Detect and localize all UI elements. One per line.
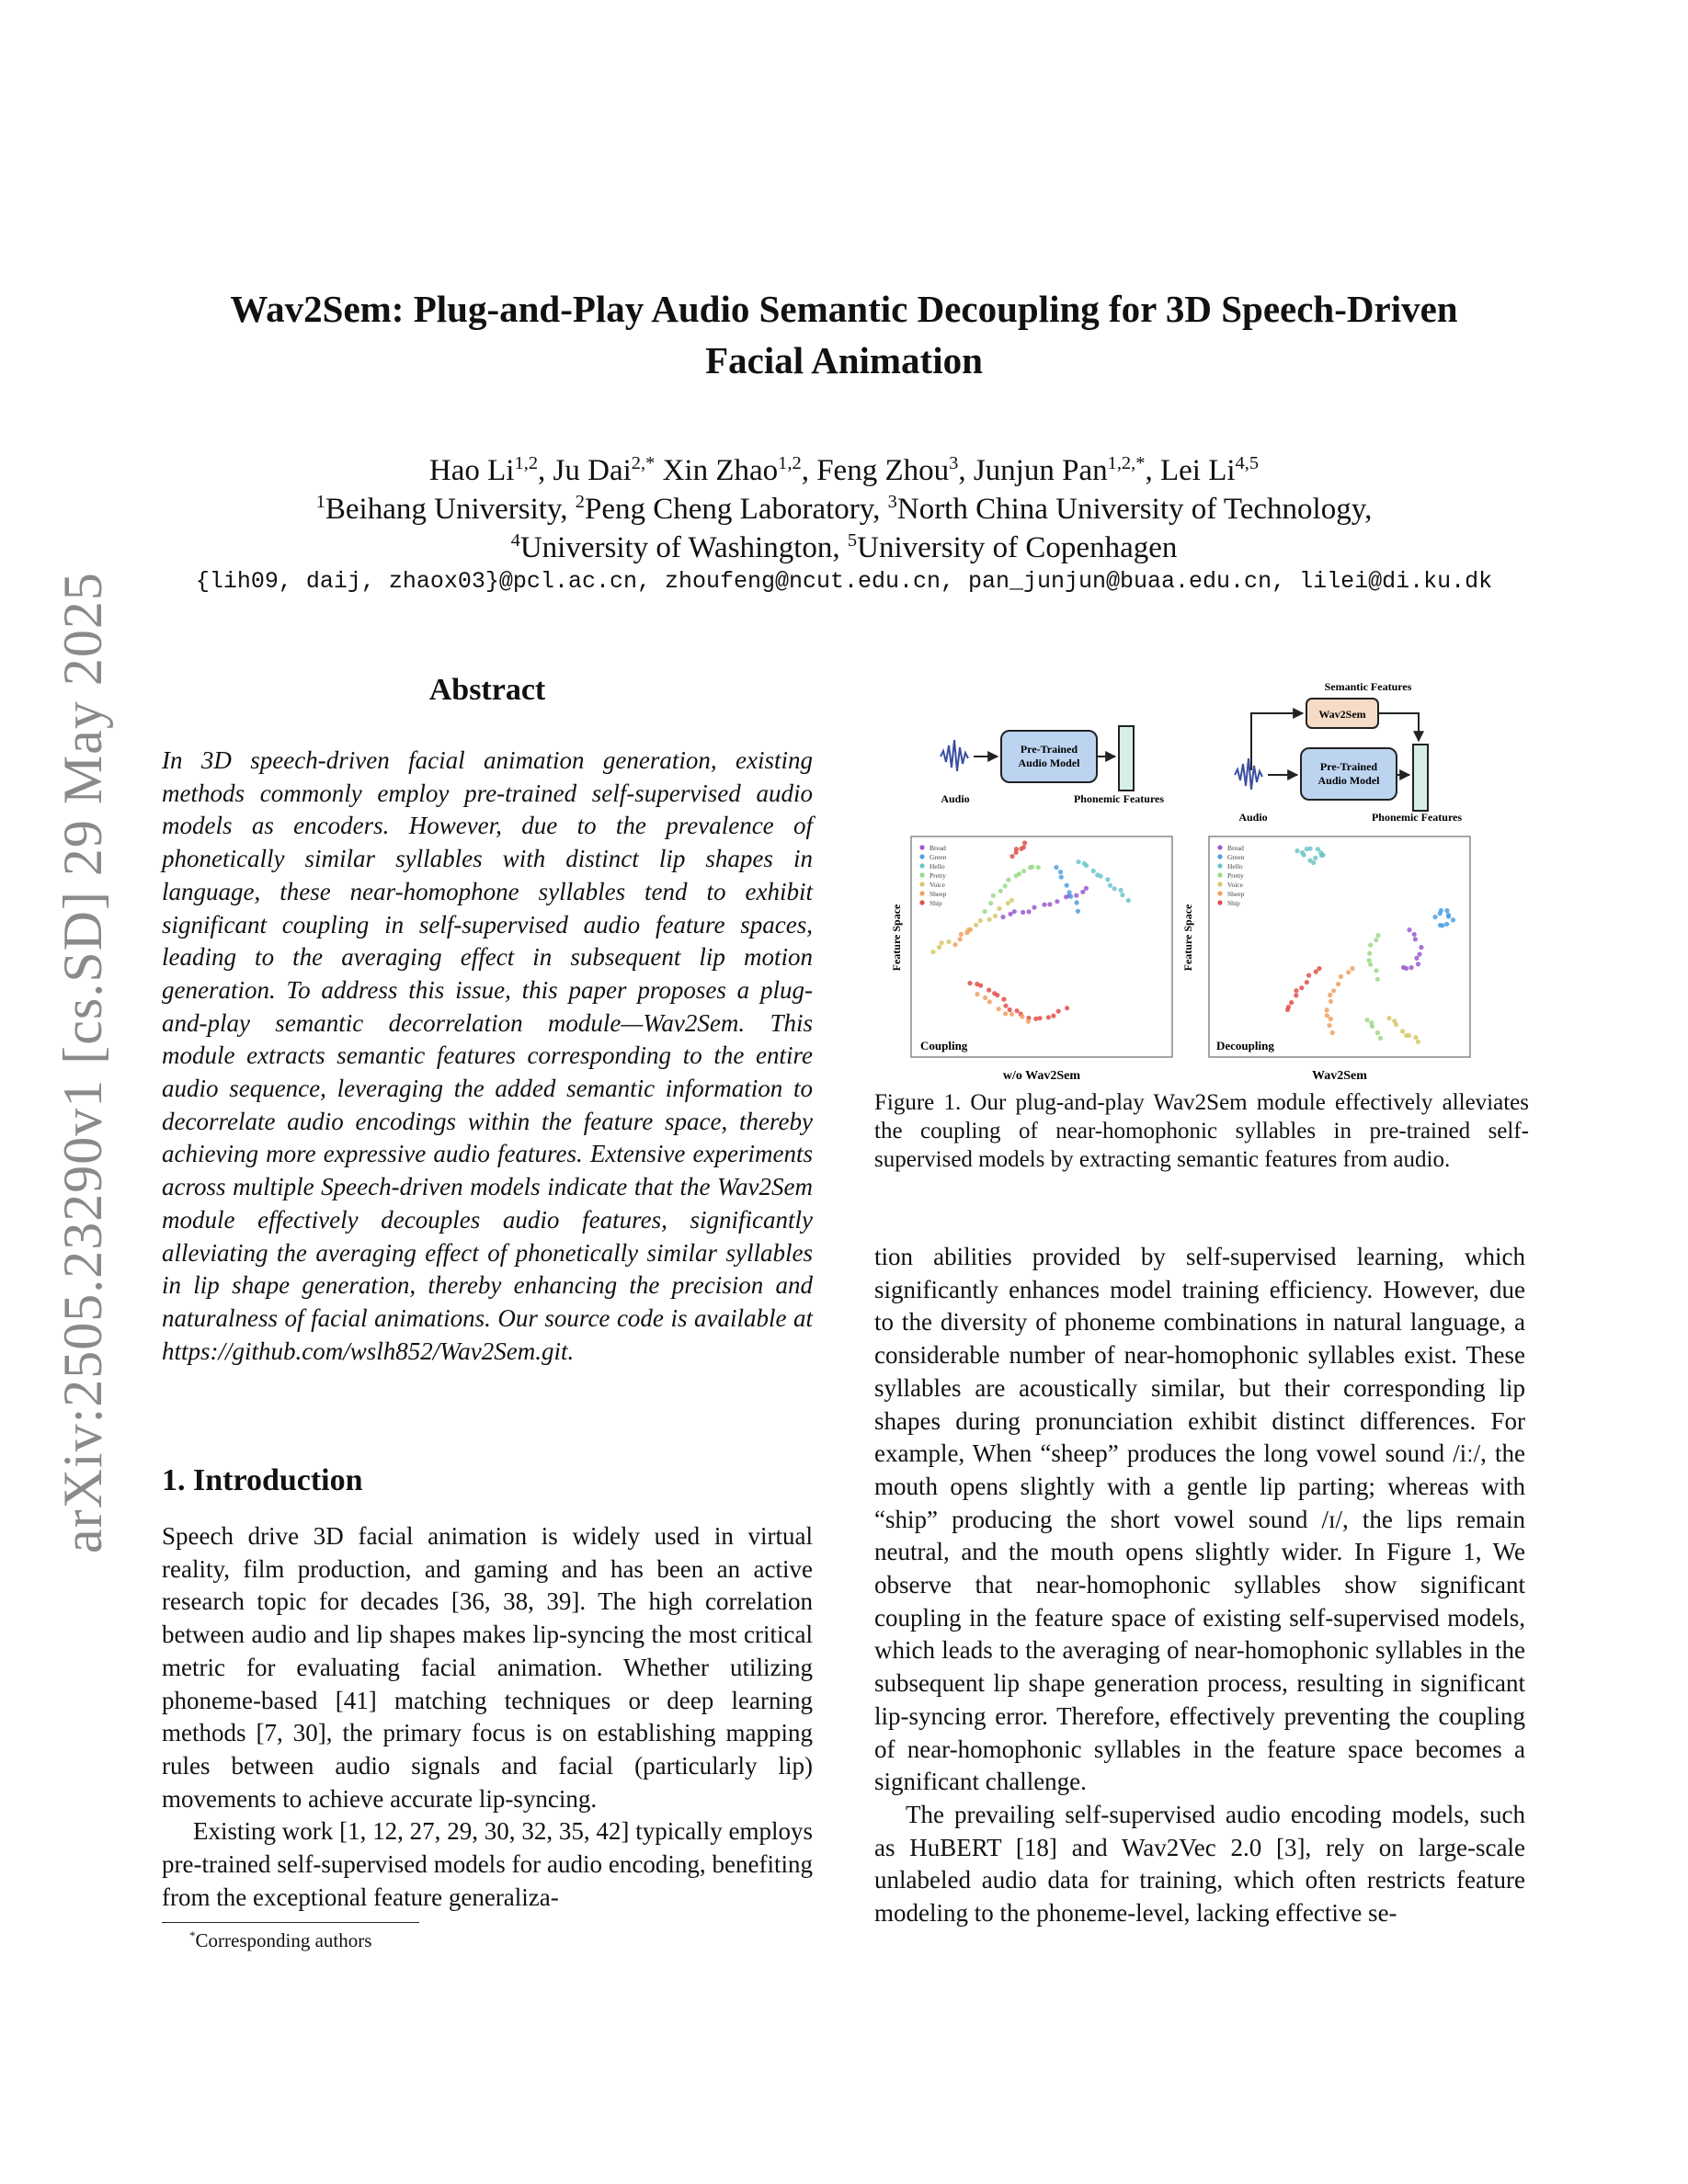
scatter-point [1126,898,1131,903]
scatter-point [1003,1011,1008,1016]
scatter-point [1058,870,1063,874]
scatter-point [1022,840,1027,845]
scatter-point [959,932,964,937]
wav2sem-label: Wav2Sem [1318,708,1366,721]
legend-label: Ship [1227,899,1240,907]
legend-marker [919,882,924,886]
legend-label: Voice [1227,881,1243,889]
scatter-point [1299,985,1304,990]
scatter-point [1444,922,1449,927]
scatter-point [1329,1017,1333,1021]
scatter-point [987,999,992,1004]
scatter-point [1375,1030,1380,1035]
scatter-point [1367,951,1372,956]
scatter-point [1302,853,1306,858]
scatter-point [1313,856,1317,860]
legend-marker [1217,845,1222,849]
scatter-point [987,917,992,922]
scatter-point [988,901,993,905]
panel-caption-right: Wav2Sem [1312,1069,1367,1083]
scatter-point [991,893,996,898]
scatter-point [1368,943,1373,948]
scatter-point [1375,933,1380,938]
abstract-text: In 3D speech-driven facial animation generation, existing methods commonly employ pre-trained self-supervised audio models as encoders. However, due to the prevalence of phonetically similar syllables with distinct lip shapes in language, these near-homophone syllables tend to exhibit significant coupling in self-supervised audio feature spaces, leading to the averaging effect in subsequent lip motion generation. To address this issue, this paper proposes a plug-and-play semantic decorrelation module—Wav2Sem. This module extracts semantic features corresponding to the entire audio sequence, leveraging the added semantic information to decorrelate audio encodings within the feature space, thereby achieving more expressive audio features. Extensive experiments across multiple Speech-driven models indicate that the Wav2Sem module effectively decouples audio features, significantly alleviating the averaging effect of phonetically similar syllables in lip shape generation, thereby enhancing the precision and naturalness of facial animations. Our source code is available at https://github.com/wslh852/Wav2Sem.git. [162,746,813,1365]
legend-label: Hello [930,862,945,870]
audio-label: Audio [941,792,970,805]
scatter-point [1330,1030,1335,1035]
scatter-point [1006,901,1010,905]
scatter-point [1386,1016,1391,1020]
phonemic-features-label: Phonemic Features [1371,811,1463,824]
scatter-point [1336,982,1340,986]
scatter-point [998,889,1003,893]
scatter-point [1294,988,1298,993]
author: Lei Li$^{4,5}$ [1159,453,1260,487]
scatter-point [1075,900,1079,904]
scatter-point [1413,937,1418,941]
scatter-point [1119,888,1123,893]
legend-marker [919,872,924,877]
legend-label: Green [930,853,947,861]
affiliations-line-2: $^4$University of Washington, $^5$University of Copenhagen [510,530,1178,564]
scatter-point [975,992,979,996]
scatter-point [1009,1012,1014,1017]
phonemic-feature-bar [1119,726,1134,791]
scatter-point [952,942,957,947]
scatter-point [1021,869,1026,873]
scatter-point [1446,914,1451,918]
author: Hao Li$^{1,2}$ [428,453,539,487]
scatter-point [1346,970,1351,974]
scatter-point [1339,974,1343,979]
scatter-point [1059,875,1064,880]
audio-label: Audio [1238,811,1268,824]
scatter-point [1285,1007,1290,1012]
scatter-point [1451,917,1455,922]
panel-label-decoupling: Decoupling [1216,1039,1274,1052]
scatter-point [1295,848,1299,853]
scatter-point [1000,915,1005,919]
scatter-point [974,923,978,927]
author: Xin Zhao$^{1,2}$ [662,453,802,487]
scatter-point [968,927,973,932]
scatter-point [1076,909,1080,914]
scatter-point [1368,962,1373,967]
scatter-point [1329,999,1333,1004]
author: Junjun Pan$^{1,2,*}$ [973,453,1146,487]
panel-caption-left: w/o Wav2Sem [1002,1069,1081,1083]
scatter-point [1003,883,1008,888]
scatter-point [1374,938,1378,942]
scatter-point [1105,877,1110,882]
legend-label: Bread [1227,844,1244,852]
legend-label: Green [1227,853,1245,861]
scatter-point [1080,890,1085,894]
scatter-point [982,909,987,914]
abstract-heading: Abstract [428,673,546,707]
scatter-point [1417,952,1421,957]
legend-label: Bread [930,844,946,852]
legend-marker [1217,854,1222,859]
legend-label: Hello [1227,862,1243,870]
scatter-point [1444,908,1449,913]
scatter-point [995,993,999,997]
author-emails: {lih09, daij, zhaox03}@pcl.ac.cn, zhoufeng@ncut.edu.cn, pan_junjun@buaa.edu.cn, lilei@di.ku.dk [195,568,1493,595]
scatter-point [1325,1013,1329,1018]
scatter-point [1047,902,1052,906]
body-paragraph: The prevailing self-supervised audio encoding models, such as HuBERT [18] and Wav2Vec 2.0 [3], rely on large-scale unlabeled audio data for training, which often restricts feature modeling to the phoneme-level, lacking effective se- [874,1800,1525,1928]
legend-marker [919,845,924,849]
scatter-point [1026,909,1031,914]
scatter-point [1046,1015,1051,1019]
scatter-point [1413,1035,1418,1040]
legend-marker [1217,863,1222,868]
scatter-point [1065,883,1069,888]
scatter-point [967,981,972,985]
scatter-point [1055,899,1059,904]
scatter-point [1099,874,1103,879]
legend-marker [919,891,924,895]
scatter-panel-right [1209,836,1470,1057]
scatter-point [1068,894,1073,899]
scatter-point [1306,973,1311,978]
scatter-point [1416,961,1420,966]
scatter-point [1327,1023,1331,1028]
author: Feng Zhou$^3$ [816,453,959,487]
phonemic-features-label: Phonemic Features [1073,792,1165,805]
scatter-point [1409,965,1414,970]
intro-paragraph: Speech drive 3D facial animation is widely used in virtual reality, film production, and gaming and has been an active research topic for decades [36, 38, 39]. The high correlation between audio and lip shapes makes lip-syncing the most critical metric for evaluating facial animation. Whether utilizing phoneme-based [41] matching techniques or deep learning methods [7, 30], the primary focus is on establishing mapping rules between audio signals and facial (particularly lip) movements to achieve accurate lip-syncing. [162,1522,813,1813]
scatter-point [940,940,944,945]
model-label-1: Pre-Trained [1020,743,1078,756]
scatter-point [1120,893,1124,897]
scatter-point [993,914,998,918]
scatter-point [1438,923,1443,927]
scatter-point [1400,1029,1405,1033]
scatter-point [1108,883,1112,888]
scatter-point [1037,1016,1042,1020]
scatter-point [930,950,935,954]
scatter-point [1311,860,1316,865]
scatter-point [1030,865,1034,870]
scatter-panel-left [911,836,1172,1057]
scatter-point [1331,988,1336,993]
arxiv-sidebar-id: arXiv:2505.23290v1 [cs.SD] 29 May 2025 [52,572,113,1553]
scatter-point [1378,1036,1383,1041]
scatter-point [1021,910,1025,915]
scatter-point [1026,1019,1031,1024]
paper-title [129,283,1559,386]
legend-label: Pretty [930,871,946,880]
waveform-icon [1235,758,1262,790]
scatter-point [1112,886,1117,891]
scatter-point [1416,1040,1420,1044]
title-line-1: Wav2Sem: Plug-and-Play Audio Semantic Decoupling for 3D Speech-Driven [230,288,1458,330]
author-list: Hao Li$^{1,2}$, Ju Dai$^{2,*}$ Xin Zhao$^{1,2}$, Feng Zhou$^3$, Junjun Pan$^{1,2,*}$, Lei Li$^{4,5}$ [428,453,1260,487]
right-column-body [874,1241,1525,1930]
scatter-point [1076,859,1080,864]
scatter-point [1067,890,1072,894]
scatter-point [1328,993,1332,997]
scatter-point [1008,1007,1012,1012]
scatter-point [1394,1022,1398,1027]
scatter-point [1294,993,1298,997]
legend-marker [919,900,924,904]
scatter-point [987,988,991,993]
author: Ju Dai$^{2,*}$ [553,453,656,487]
figure-caption: Figure 1. Our plug-and-play Wav2Sem module effectively alleviates the coupling of near-homophonic syllables in pre-trained self-supervised models by extracting semantic features from audio. [874,1090,1529,1172]
scatter-point [1006,878,1010,882]
legend-marker [919,854,924,859]
scatter-point [1414,956,1419,961]
scatter-point [1412,932,1417,937]
scatter-point [1054,865,1058,870]
y-axis-label: Feature Space [890,904,903,972]
scatter-point [1305,980,1309,984]
legend-marker [919,863,924,868]
scatter-point [1407,1033,1411,1038]
phonemic-feature-bar [1413,745,1428,811]
scatter-point [1314,970,1318,974]
scatter-point [1091,869,1096,873]
legend-label: Pretty [1227,871,1244,880]
affiliations-line-1: $^1$Beihang University, $^2$Peng Cheng Laboratory, $^3$North China University of Technology, [315,492,1373,526]
title-line-2: Facial Animation [705,339,983,381]
scatter-point [1003,1004,1008,1008]
scatter-point [1350,966,1354,971]
figure-1 [874,669,1529,1085]
legend-marker [1217,882,1222,886]
scatter-point [1001,997,1006,1002]
scatter-point [1051,1014,1055,1018]
scatter-point [997,1007,1001,1011]
model-label-2: Audio Model [1317,774,1380,787]
scatter-point [997,906,1001,911]
y-axis-label: Feature Space [1181,904,1194,972]
scatter-point [1012,909,1017,914]
legend-marker [1217,891,1222,895]
panel-label-coupling: Coupling [920,1039,968,1052]
scatter-point [978,918,983,923]
intro-body [162,1520,813,1914]
scatter-point [1305,847,1309,851]
scatter-point [1015,1008,1020,1013]
scatter-point [937,945,941,950]
scatter-point [1065,1006,1069,1010]
scatter-point [1074,893,1078,898]
scatter-point [1056,1009,1061,1014]
scatter-point [983,995,987,1000]
scatter-point [958,937,963,941]
scatter-point [1370,1024,1374,1029]
scatter-point [1014,847,1019,851]
scatter-point [1367,958,1372,962]
scatter-point [1042,903,1046,907]
scatter-point [1439,908,1443,913]
legend-label: Sheep [1227,890,1245,898]
scatter-point [1364,1018,1369,1022]
scatter-point [1374,968,1379,973]
scatter-point [1020,1014,1024,1018]
legend-marker [1217,872,1222,877]
scatter-point [1009,854,1014,859]
model-label-1: Pre-Trained [1319,760,1378,773]
body-paragraph: tion abilities provided by self-supervised learning, which significantly enhances model training efficiency. However, due to the diversity of phoneme combinations in natural language, a considerable number of near-homophonic syllables exist. These syllables are acoustically similar, but their corresponding lip shapes during pronunciation exhibit distinct differences. For example, When “sheep” produces the long vowel sound /iː/, the mouth opens slightly with a gentle lip parting; whereas with “ship” producing the short vowel sound /ɪ/, the lips remain neutral, and the mouth opens slightly wider. In Figure 1, We observe that near-homophonic syllables show significant coupling in the feature space of existing self-supervised models, which leads to the averaging of near-homophonic syllables in the subsequent lip shape generation process, resulting in significant lip-syncing error. Therefore, effectively preventing the coupling of near-homophonic syllables in the feature space becomes a significant challenge. [874,1243,1525,1796]
scatter-point [1289,1000,1294,1005]
scatter-point [1032,905,1036,910]
scatter-point [1401,965,1406,970]
intro-paragraph: Existing work [1, 12, 27, 29, 30, 32, 35, 42] typically employs pre-trained self-supervised models for audio encoding, benefiting from the exceptional feature generaliza- [162,1817,813,1911]
scatter-point [1036,865,1041,870]
scatter-point [1084,886,1089,891]
footnote-rule [162,1922,419,1923]
legend-marker [1217,900,1222,904]
scatter-point [1325,1007,1329,1012]
waveform-icon [941,740,968,771]
scatter-point [1407,927,1411,932]
scatter-point [1316,847,1320,851]
legend-label: Voice [930,881,945,889]
legend-label: Sheep [930,890,947,898]
legend-label: Ship [930,899,942,907]
scatter-point [1432,915,1437,919]
footnote: *Corresponding authors [189,1928,372,1951]
scatter-point [1419,945,1423,950]
semantic-features-label: Semantic Features [1324,680,1412,693]
scatter-point [1021,845,1026,849]
scatter-point [1009,898,1014,903]
scatter-point [946,939,951,944]
scatter-point [1375,977,1380,982]
model-label-2: Audio Model [1018,756,1080,769]
scatter-point [1084,863,1089,868]
intro-heading: 1. Introduction [162,1463,363,1497]
scatter-point [1017,871,1021,876]
scatter-point [978,984,983,988]
